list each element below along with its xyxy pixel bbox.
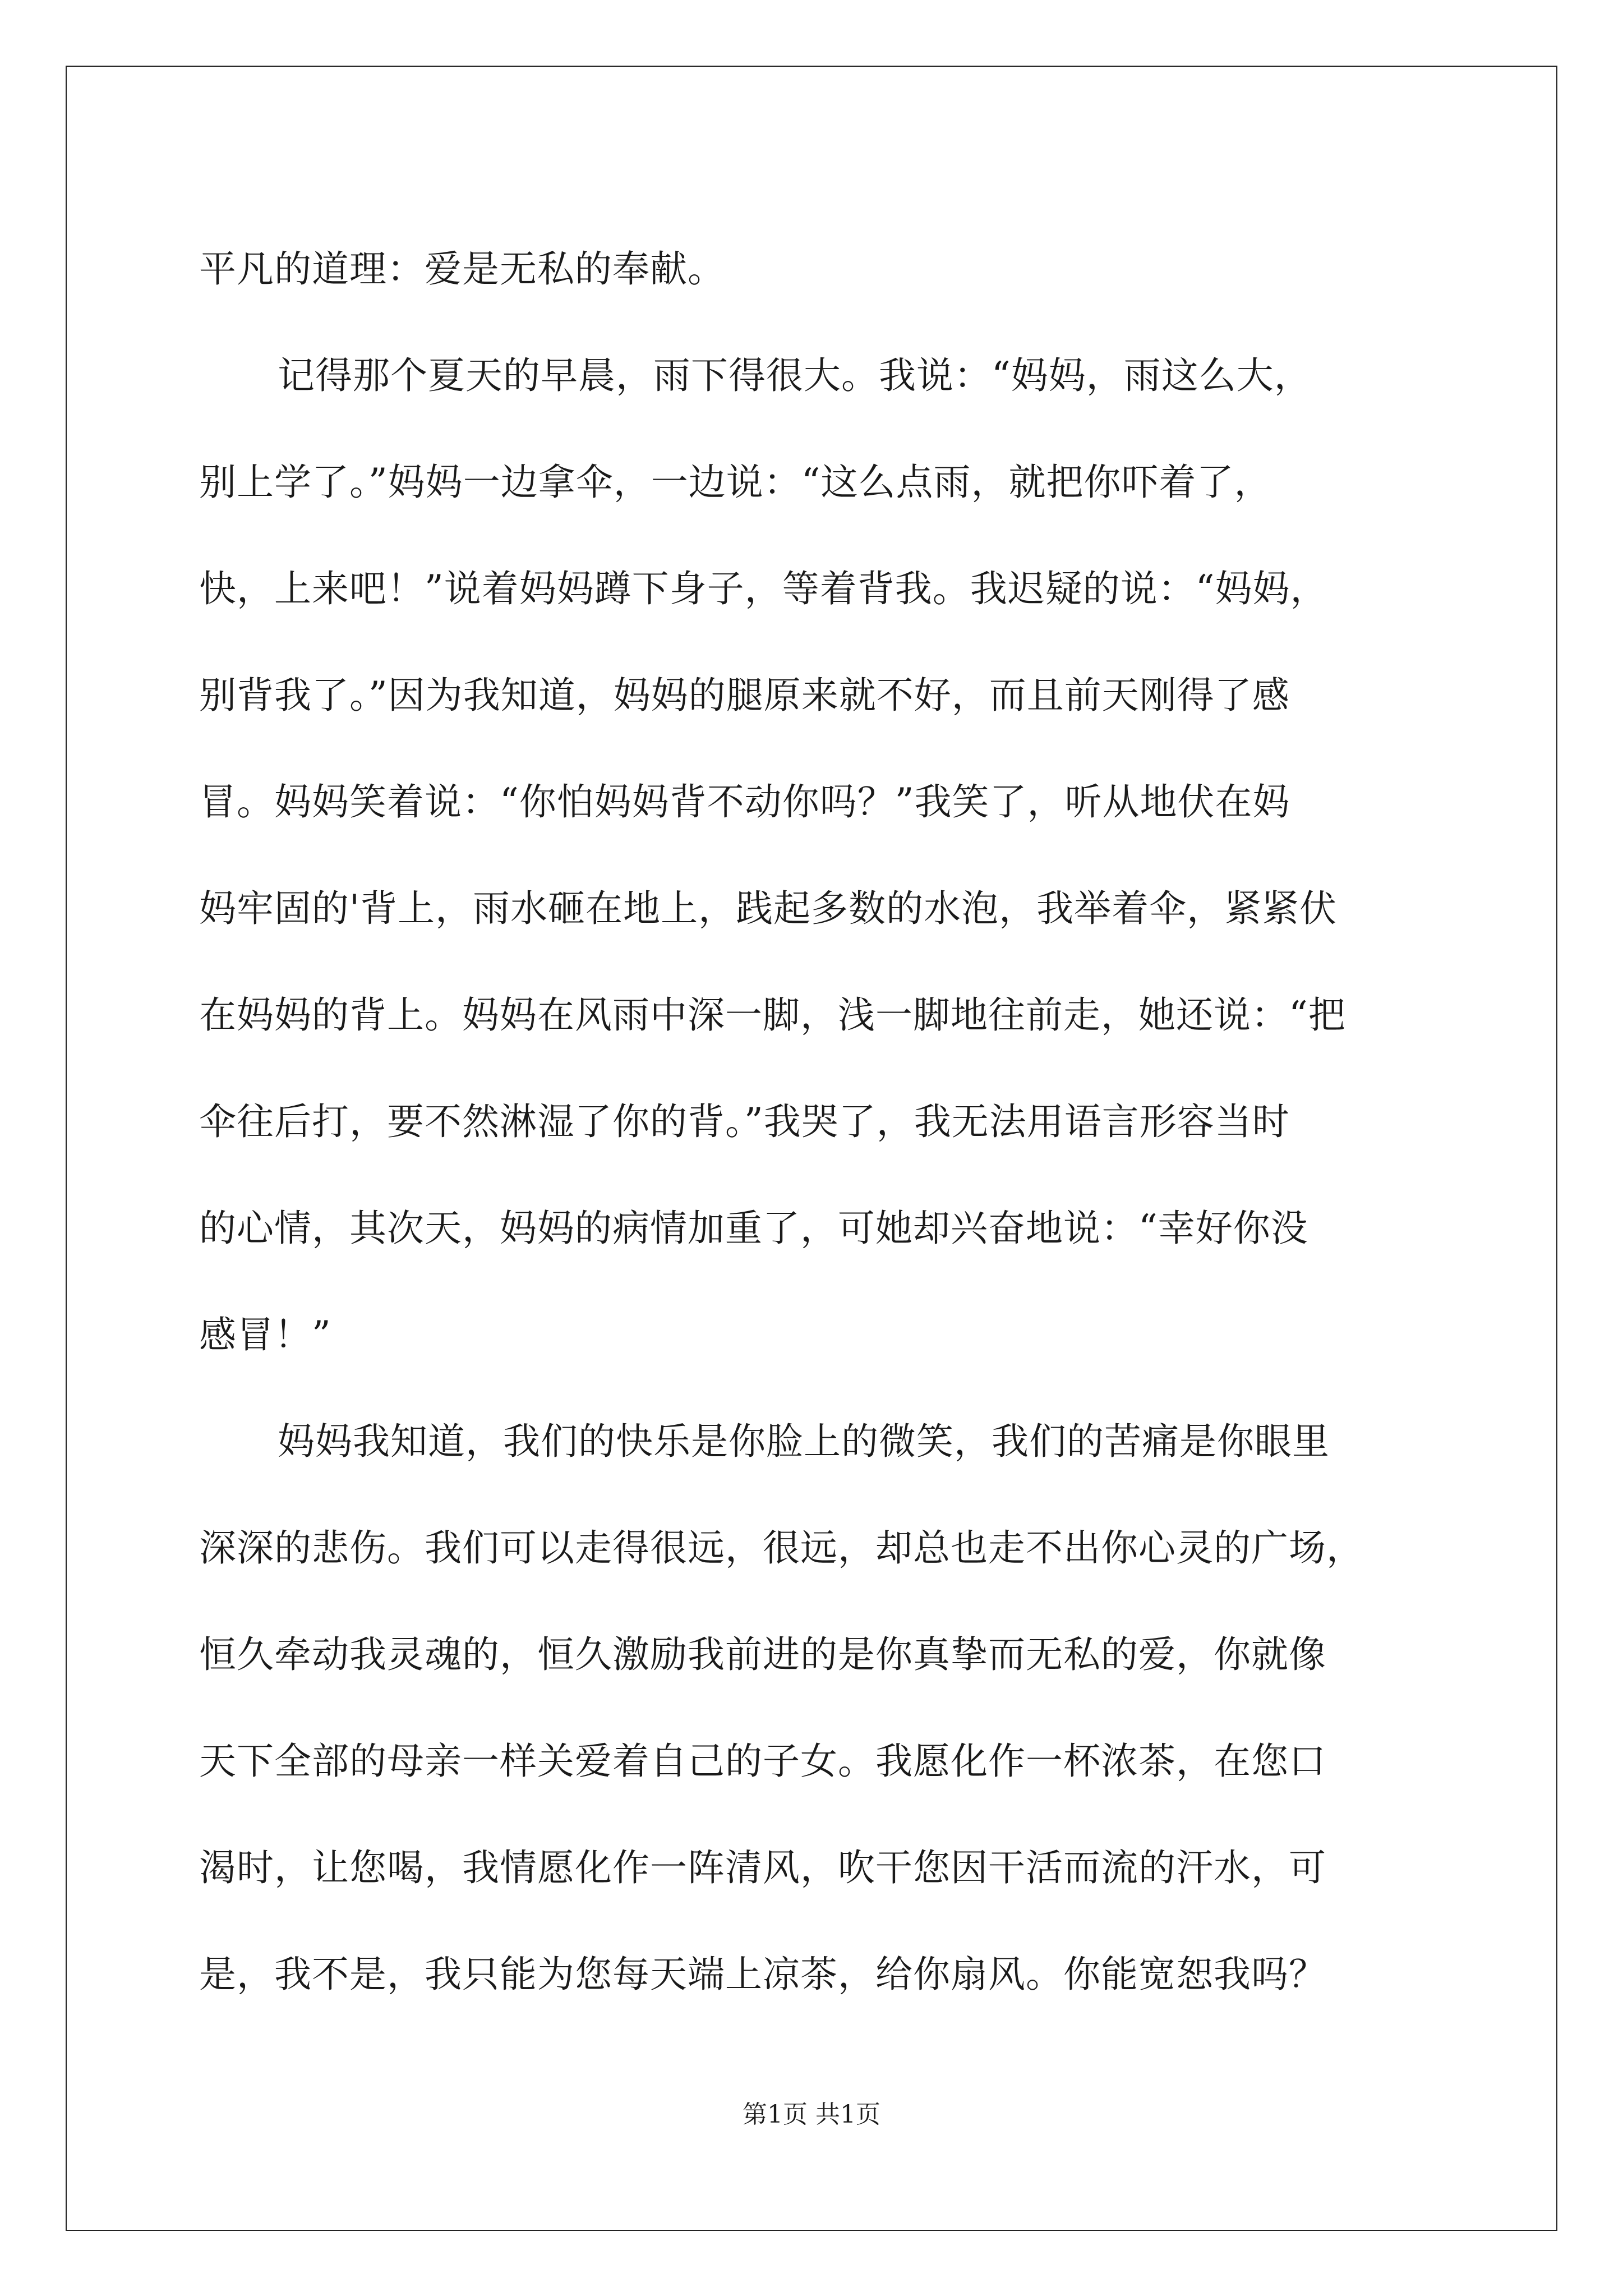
text-line: 记得那个夏天的早晨，雨下得很大。我说：“妈妈，雨这么大， xyxy=(278,354,1312,397)
text-line: 伞往后打，要不然淋湿了你的背。”我哭了，我无法用语言形容当时 xyxy=(199,1100,1290,1143)
text-line: 的心情，其次天，妈妈的病情加重了，可她却兴奋地说：“幸好你没 xyxy=(199,1207,1308,1250)
text-line: 渴时，让您喝，我情愿化作一阵清风，吹干您因干活而流的汗水，可 xyxy=(199,1846,1326,1889)
text-line: 快，上来吧！”说着妈妈蹲下身子，等着背我。我迟疑的说：“妈妈， xyxy=(199,567,1328,610)
text-line: 深深的悲伤。我们可以走得很远，很远，却总也走不出你心灵的广场， xyxy=(199,1526,1364,1570)
text-line: 在妈妈的背上。妈妈在风雨中深一脚，浅一脚地往前走，她还说：“把 xyxy=(199,993,1346,1037)
text-line: 别上学了。”妈妈一边拿伞，一边说：“这么点雨，就把你吓着了， xyxy=(199,461,1272,504)
body-text xyxy=(199,216,1444,2028)
text-line: 冒。妈妈笑着说：“你怕妈妈背不动你吗？”我笑了，听从地伏在妈 xyxy=(199,780,1290,823)
text-line: 平凡的道理：爱是无私的奉献。 xyxy=(199,247,725,291)
text-line: 天下全部的母亲一样关爱着自己的子女。我愿化作一杯浓茶，在您口 xyxy=(199,1740,1326,1783)
page-footer: 第1页 共1页 xyxy=(743,2100,880,2129)
text-line: 妈妈我知道，我们的快乐是你脸上的微笑，我们的苦痛是你眼里 xyxy=(278,1420,1330,1463)
text-line: 恒久牵动我灵魂的，恒久激励我前进的是你真挚而无私的爱，你就像 xyxy=(199,1633,1326,1676)
text-line: 是，我不是，我只能为您每天端上凉茶，给你扇风。你能宽恕我吗？ xyxy=(199,1953,1326,1996)
text-line: 妈牢固的'背上，雨水砸在地上，践起多数的水泡，我举着伞，紧紧伏 xyxy=(199,887,1338,930)
text-line: 感冒！” xyxy=(199,1313,331,1356)
text-line: 别背我了。”因为我知道，妈妈的腿原来就不好，而且前天刚得了感 xyxy=(199,674,1290,717)
